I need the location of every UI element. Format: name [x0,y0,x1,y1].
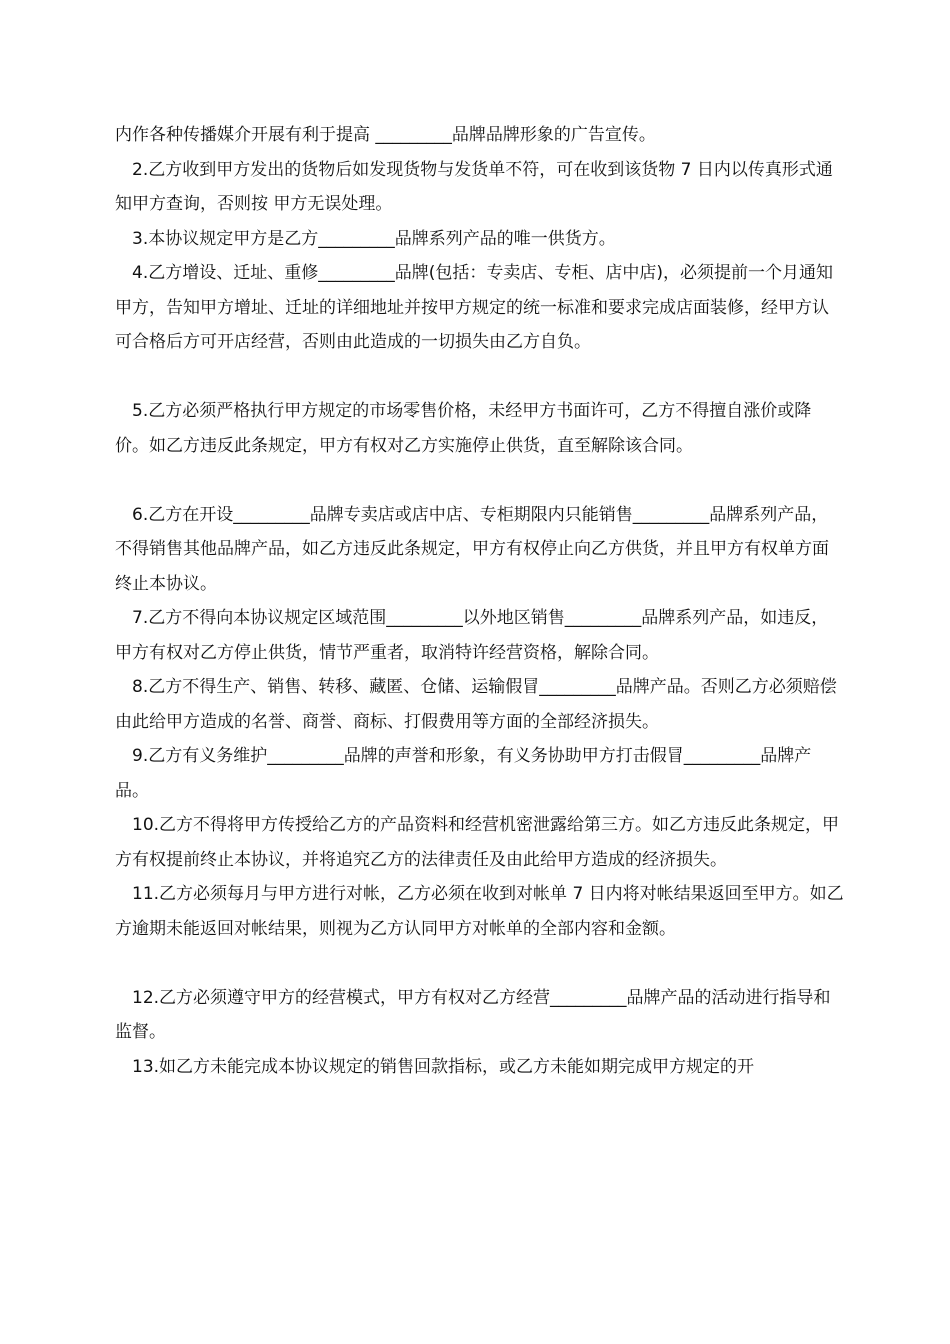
clause-11: 11.乙方必须每月与甲方进行对帐，乙方必须在收到对帐单 7 日内将对帐结果返回至甲方。如乙方逾期未能返回对帐结果，则视为乙方认同甲方对帐单的全部内容和金额。 [115,884,844,939]
clause-10: 10.乙方不得将甲方传授给乙方的产品资料和经营机密泄露给第三方。如乙方违反此条规定，甲方有权提前终止本协议，并将追究乙方的法律责任及由此给甲方造成的经济损失。 [115,815,840,870]
clause-2: 2.乙方收到甲方发出的货物后如发现货物与发货单不符，可在收到该货物 7 日内以传真形式通知甲方查询，否则按 甲方无误处理。 [115,159,833,214]
clause-7: 7.乙方不得向本协议规定区域范围_________以外地区销售_________品牌系列产品，如违反，甲方有权对乙方停止供货，情节严重者，取消特许经营资格，解除合同。 [115,608,829,663]
clause-13: 13.如乙方未能完成本协议规定的销售回款指标，或乙方未能如期完成甲方规定的开 [132,1056,755,1077]
clause-12: 12.乙方必须遵守甲方的经营模式，甲方有权对乙方经营_________品牌产品的活动进行指导和监督。 [115,987,831,1042]
document-body [115,118,845,1084]
clause-5: 5.乙方必须严格执行甲方规定的市场零售价格，未经甲方书面许可，乙方不得擅自涨价或降价。如乙方违反此条规定，甲方有权对乙方实施停止供货，直至解除该合同。 [115,401,812,456]
clause-3: 3.本协议规定甲方是乙方_________品牌系列产品的唯一供货方。 [132,228,616,249]
clause-9: 9.乙方有义务维护_________品牌的声誉和形象，有义务协助甲方打击假冒_________品牌产品。 [115,746,812,801]
clause-4: 4.乙方增设、迁址、重修_________品牌(包括：专卖店、专柜、店中店)，必须提前一个月通知甲方，告知甲方增址、迁址的详细地址并按甲方规定的统一标准和要求完成店面装修，经甲方认可合格后方可开店经营，否则由此造成的一切损失由乙方自负。 [115,263,833,352]
clause-8: 8.乙方不得生产、销售、转移、藏匿、仓储、运输假冒_________品牌产品。否则乙方必须赔偿由此给甲方造成的名誉、商誉、商标、打假费用等方面的全部经济损失。 [115,677,837,732]
clause-6: 6.乙方在开设_________品牌专卖店或店中店、专柜期限内只能销售_________品牌系列产品，不得销售其他品牌产品，如乙方违反此条规定，甲方有权停止向乙方供货，并且甲方有权单方面终止本协议。 [115,504,829,594]
paragraph-continued: 内作各种传播媒介开展有利于提高 _________品牌品牌形象的广告宣传。 [115,125,656,145]
